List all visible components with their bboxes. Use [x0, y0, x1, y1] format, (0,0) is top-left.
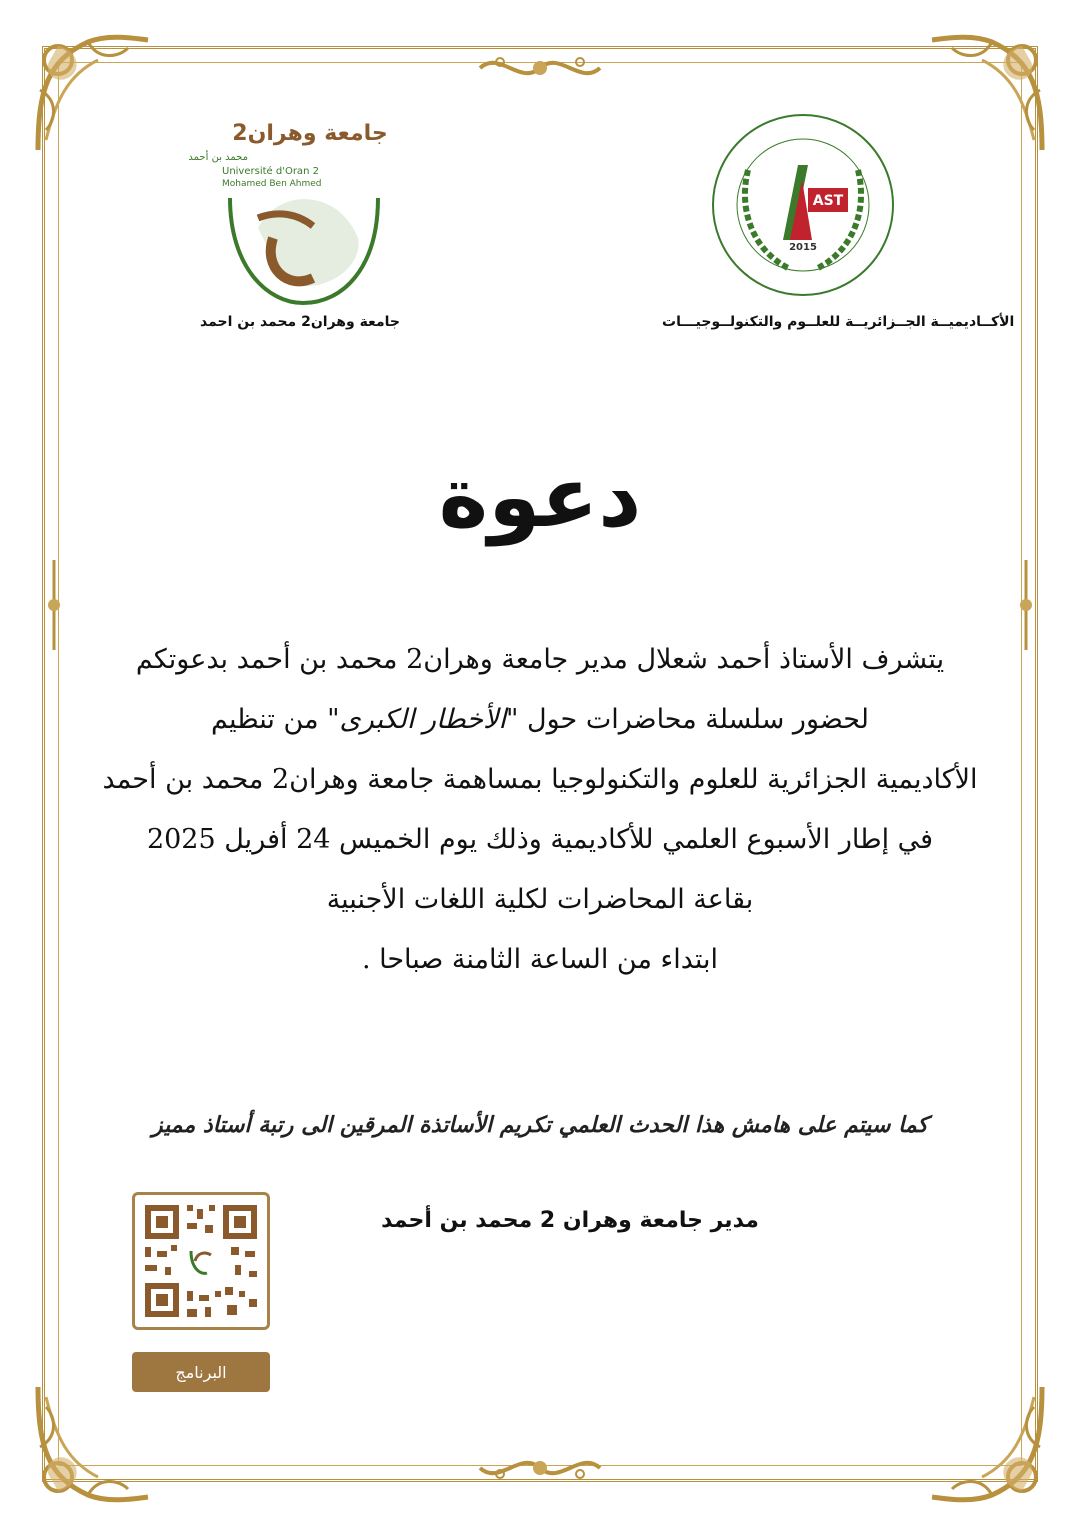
- body-line-2-end: من تنظيم: [211, 704, 319, 735]
- invitation-body: [80, 630, 1000, 990]
- body-line-3: الأكاديمية الجزائرية للعلوم والتكنولوجيا بمساهمة جامعة وهران2 محمد بن أحمد: [102, 764, 978, 795]
- university-oran2-logo: [188, 118, 388, 308]
- body-line-6: ابتداء من الساعة الثامنة صباحا .: [361, 944, 719, 975]
- left-side-ornament: [40, 560, 68, 650]
- program-button[interactable]: البرنامج: [132, 1352, 270, 1392]
- uni-logo-sub: محمد بن أحمد: [188, 152, 248, 163]
- body-line-2: [80, 690, 1000, 750]
- corner-ornament-top-left: [28, 30, 158, 160]
- academy-caption: الأكــاديميــة الجــزائريــة للعلــوم والتكنولــوجيـــات: [662, 314, 1015, 330]
- body-line-1: يتشرف الأستاذ أحمد شعلال مدير جامعة وهران2 محمد بن أحمد بدعوتكم: [135, 644, 945, 675]
- invitation-title: دعوة: [438, 448, 642, 546]
- ast-logo-text: AST: [812, 193, 844, 209]
- top-center-ornament: [470, 48, 610, 88]
- corner-ornament-top-right: [922, 30, 1052, 160]
- right-side-ornament: [1012, 560, 1040, 650]
- qr-code-icon: [135, 1195, 267, 1327]
- lecture-series-title: "الأخطار الكبرى": [327, 704, 519, 735]
- honor-note: كما سيتم على هامش هذا الحدث العلمي تكريم الأساتذة المرقين الى رتبة أستاذ مميز: [151, 1112, 929, 1138]
- ast-logo-year: 2015: [789, 242, 817, 253]
- university-caption: جامعة وهران2 محمد بن احمد: [200, 314, 400, 330]
- bottom-center-ornament: [470, 1448, 610, 1488]
- corner-ornament-bottom-left: [28, 1377, 158, 1507]
- ast-academy-logo: [708, 110, 898, 300]
- corner-ornament-bottom-right: [922, 1377, 1052, 1507]
- uni-logo-fr1: Université d'Oran 2: [222, 166, 319, 177]
- uni-logo-fr2: Mohamed Ben Ahmed: [222, 179, 322, 189]
- signature: مدير جامعة وهران 2 محمد بن أحمد: [381, 1208, 759, 1233]
- body-line-4: في إطار الأسبوع العلمي للأكاديمية وذلك يوم الخميس 24 أفريل 2025: [146, 824, 934, 855]
- body-line-5: بقاعة المحاضرات لكلية اللغات الأجنبية: [326, 884, 754, 915]
- body-line-2-start: لحضور سلسلة محاضرات حول: [526, 704, 869, 735]
- uni-logo-name: جامعة وهران2: [232, 121, 388, 146]
- program-qr-code[interactable]: [132, 1192, 270, 1330]
